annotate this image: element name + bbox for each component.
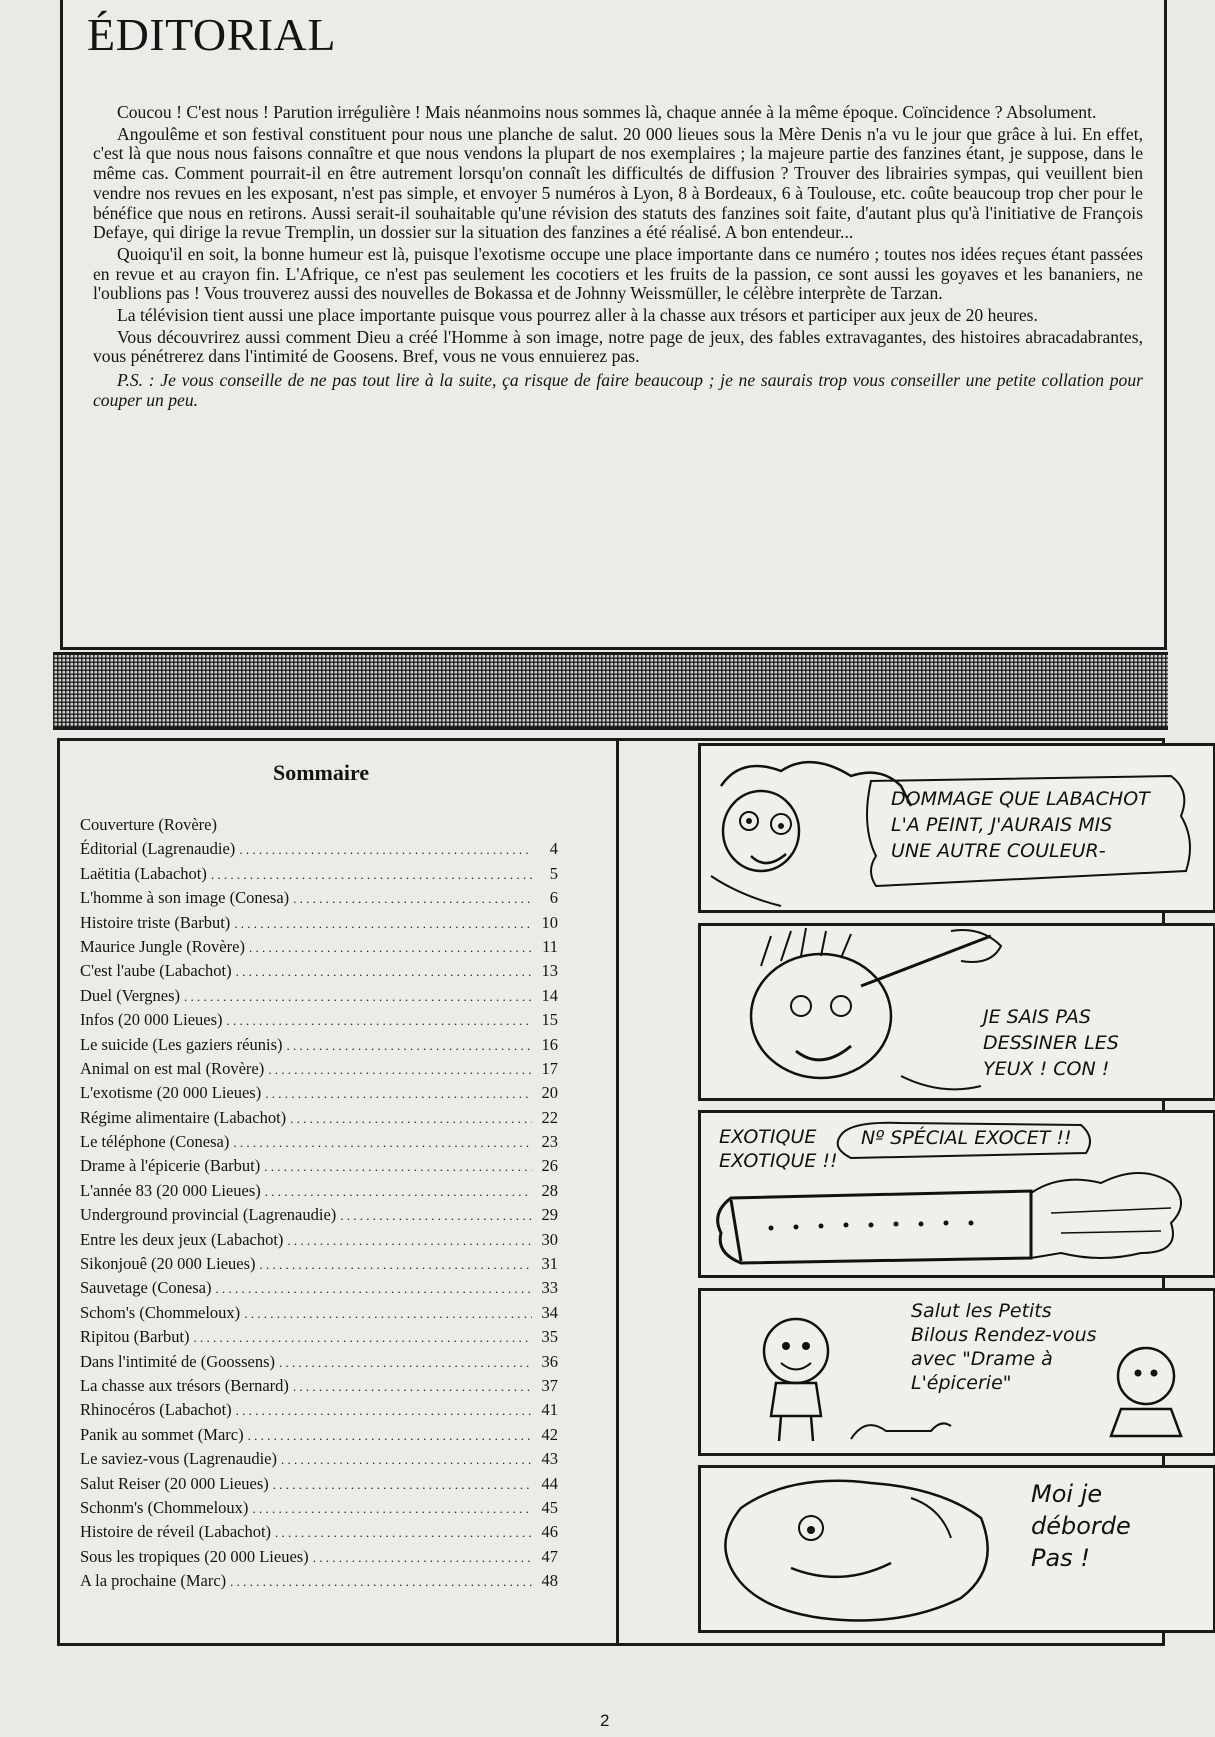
- toc-leader-dots: [236, 964, 532, 980]
- lower-section: [57, 738, 1165, 1646]
- toc-entry: [80, 1254, 558, 1278]
- toc-entry-title: Régime alimentaire (Labachot): [80, 1107, 287, 1127]
- toc-entry: [80, 1035, 558, 1059]
- toc-entry-title: Sikonjouê (20 000 Lieues): [80, 1254, 256, 1274]
- speech-line: Bilous Rendez-vous: [911, 1324, 1097, 1346]
- speech-line: DESSINER LES: [983, 1032, 1119, 1054]
- toc-entry: [80, 839, 558, 863]
- speech-bubble-4: [911, 1299, 1097, 1395]
- toc-entry-title: Animal on est mal (Rovère): [80, 1058, 265, 1078]
- speech-line: avec "Drame à: [911, 1348, 1053, 1370]
- table-of-contents: [80, 815, 558, 1596]
- comic-strips: [640, 743, 1160, 1643]
- toc-entry: [80, 1425, 558, 1449]
- toc-leader-dots: [252, 1501, 532, 1517]
- speech-line: YEUX ! CON !: [983, 1058, 1110, 1080]
- editorial-paragraph: Quoiqu'il en soit, la bonne humeur est là, puisque l'exotisme occupe une place importante dans ce numéro ; toutes nos idées reçues étant passées en revue et au crayon fin. L'Afrique, ce n'est pas seulement les cocotiers et les fruits de la passion, ce sont aussi les goyaves et les bananiers, ne l'oublions pas ! Vous trouverez aussi des nouvelles de Bokassa et de Johnny Weissmüller, le célèbre interprète de Tarzan.: [93, 243, 1143, 304]
- toc-entry: [80, 937, 558, 961]
- toc-leader-dots: [264, 1159, 532, 1175]
- sommaire-title: Sommaire: [273, 760, 370, 785]
- toc-leader-dots: [194, 1330, 532, 1346]
- toc-entry-page: 5: [549, 863, 558, 883]
- toc-entry: [80, 1132, 558, 1156]
- toc-entry-page: 46: [541, 1522, 558, 1542]
- speech-line: JE SAIS PAS: [983, 1006, 1091, 1028]
- toc-entry: [80, 1376, 558, 1400]
- toc-entry-title: Maurice Jungle (Rovère): [80, 936, 245, 956]
- toc-entry-title: Rhinocéros (Labachot): [80, 1400, 232, 1420]
- toc-entry-title: Le suicide (Les gaziers réunis): [80, 1034, 283, 1054]
- speech-line: Nº SPÉCIAL EXOCET !!: [861, 1127, 1072, 1149]
- comic-panel-4: [698, 1288, 1215, 1456]
- toc-entry-page: 34: [541, 1302, 558, 1322]
- toc-entry-title: Dans l'intimité de (Goossens): [80, 1351, 275, 1371]
- toc-entry-title: Schonm's (Chommeloux): [80, 1497, 249, 1517]
- toc-entry: [80, 1083, 558, 1107]
- toc-entry-page: 15: [541, 1010, 558, 1030]
- toc-entry-page: 6: [549, 888, 558, 908]
- column-divider: [616, 741, 619, 1643]
- speech-bubble-3a: [719, 1125, 838, 1173]
- speech-line: Pas !: [1031, 1544, 1090, 1572]
- toc-leader-dots: [216, 1281, 533, 1297]
- toc-entry-page: 41: [541, 1400, 558, 1420]
- toc-leader-dots: [265, 1086, 532, 1102]
- toc-entry: [80, 1400, 558, 1424]
- toc-entry: [80, 986, 558, 1010]
- toc-entry: [80, 1352, 558, 1376]
- toc-entry-page: 30: [541, 1229, 558, 1249]
- toc-entry-page: 11: [542, 936, 558, 956]
- toc-entry-page: 17: [541, 1058, 558, 1078]
- toc-entry-page: 48: [541, 1571, 558, 1591]
- toc-entry-page: 37: [541, 1375, 558, 1395]
- toc-entry-title: Laëtitia (Labachot): [80, 863, 207, 883]
- toc-entry-title: Sauvetage (Conesa): [80, 1278, 212, 1298]
- toc-entry-title: La chasse aux trésors (Bernard): [80, 1375, 289, 1395]
- speech-bubble-5: [1031, 1478, 1131, 1574]
- editorial-postscript: P.S. : Je vous conseille de ne pas tout lire à la suite, ça risque de faire beaucoup ; je ne saurais trop vous conseiller une petite collation pour couper un peu.: [93, 370, 1143, 410]
- speech-bubble-2: [983, 1004, 1119, 1082]
- toc-entry-page: 13: [541, 961, 558, 981]
- editorial-paragraph: Vous découvrirez aussi comment Dieu a créé l'Homme à son image, notre page de jeux, des fables extravagantes, des histoires abracadabrantes, vous pénétrerez dans l'intimité de Goosens. Bref, vous ne vous ennuierez pas.: [93, 326, 1143, 367]
- toc-entry-page: 22: [541, 1107, 558, 1127]
- toc-leader-dots: [275, 1525, 532, 1541]
- speech-line: DOMMAGE QUE LABACHOT: [891, 788, 1150, 810]
- toc-leader-dots: [260, 1257, 532, 1273]
- toc-entry-page: 43: [541, 1449, 558, 1469]
- toc-entry-page: 16: [541, 1034, 558, 1054]
- toc-leader-dots: [236, 1403, 532, 1419]
- editorial-title: ÉDITORIAL: [87, 9, 336, 60]
- toc-entry-page: 44: [541, 1473, 558, 1493]
- toc-entry-title: Sous les tropiques (20 000 Lieues): [80, 1546, 309, 1566]
- toc-entry-title: Histoire triste (Barbut): [80, 912, 231, 932]
- toc-leader-dots: [273, 1477, 532, 1493]
- toc-entry: [80, 1059, 558, 1083]
- toc-entry-title: Schom's (Chommeloux): [80, 1302, 241, 1322]
- toc-entry: [80, 1230, 558, 1254]
- toc-entry-title: A la prochaine (Marc): [80, 1571, 227, 1591]
- toc-entry-title: Histoire de réveil (Labachot): [80, 1522, 272, 1542]
- toc-leader-dots: [230, 1574, 532, 1590]
- toc-leader-dots: [290, 1111, 532, 1127]
- speech-line: EXOTIQUE: [719, 1126, 817, 1148]
- toc-leader-dots: [268, 1062, 532, 1078]
- toc-entry-title: Panik au sommet (Marc): [80, 1424, 244, 1444]
- toc-entry-page: 31: [541, 1254, 558, 1274]
- comic-panel-3: [698, 1110, 1215, 1278]
- toc-entry-page: 33: [541, 1278, 558, 1298]
- editorial-paragraph: Angoulême et son festival constituent pour nous une planche de salut. 20 000 lieues sous la Mère Denis n'a vu le jour que grâce à lui. En effet, c'est là que nous nous faisons connaître et que nous vendons la plupart de nos exemplaires ; la majeure partie des fanzines étant, je suppose, dans le même cas. Comment pourrait-il en être autrement lorsqu'on connaît les difficultés de diffusion ? Trouver des librairies sympas, qui veuillent bien vendre nos revues en les exposant, n'est pas simple, et envoyer 5 numéros à Lyon, 8 à Bordeaux, 6 à Toulouse, etc. coûte beaucoup trop cher pour le bénéfice que nous en retirons. Aussi serait-il souhaitable qu'une révision des statuts des fanzines soit faite, d'autant plus qu'à l'initiative de François Defaye, qui dirige la revue Tremplin, un dossier sur la situation des fanzines a été réalisé. A bon entendeur...: [93, 123, 1143, 243]
- speech-line: déborde: [1031, 1512, 1131, 1540]
- toc-leader-dots: [244, 1306, 532, 1322]
- toc-entry-title: Couverture (Rovère): [80, 815, 217, 834]
- toc-entry-page: 4: [549, 839, 558, 859]
- editorial-body: [93, 103, 1143, 413]
- toc-leader-dots: [293, 891, 532, 907]
- toc-entry-title: Infos (20 000 Lieues): [80, 1010, 223, 1030]
- toc-entry-page: 26: [541, 1156, 558, 1176]
- toc-entry-page: 10: [541, 912, 558, 932]
- editorial-box: [60, 0, 1167, 650]
- comic-drawing-2: [701, 926, 1215, 1101]
- toc-entry: [80, 1303, 558, 1327]
- toc-entry-title: C'est l'aube (Labachot): [80, 961, 232, 981]
- toc-entry-page: 20: [541, 1083, 558, 1103]
- comic-panel-5: [698, 1465, 1215, 1633]
- toc-entry: [80, 1278, 558, 1302]
- toc-entry-page: 23: [541, 1132, 558, 1152]
- toc-leader-dots: [293, 1379, 532, 1395]
- speech-line: L'A PEINT, J'AURAIS MIS: [891, 814, 1113, 836]
- speech-line: L'épicerie": [911, 1372, 1012, 1394]
- toc-entry-title: Ripitou (Barbut): [80, 1327, 190, 1347]
- toc-leader-dots: [248, 1428, 532, 1444]
- toc-entry: [80, 961, 558, 985]
- toc-entry-title: L'année 83 (20 000 Lieues): [80, 1180, 261, 1200]
- toc-leader-dots: [279, 1355, 532, 1371]
- comic-panel-1: [698, 743, 1215, 913]
- editorial-paragraph: Coucou ! C'est nous ! Parution irrégulière ! Mais néanmoins nous sommes là, chaque année à la même époque. Coïncidence ? Absolument.: [117, 102, 1097, 122]
- toc-entry: [80, 1156, 558, 1180]
- toc-entry-page: 35: [541, 1327, 558, 1347]
- toc-entry: [80, 1205, 558, 1229]
- speech-bubble-1: [891, 786, 1150, 864]
- toc-entry-page: 47: [541, 1546, 558, 1566]
- toc-leader-dots: [233, 1135, 532, 1151]
- toc-entry: [80, 864, 558, 888]
- toc-leader-dots: [287, 1233, 532, 1249]
- toc-entry-title: Duel (Vergnes): [80, 985, 181, 1005]
- comic-panel-2: [698, 923, 1215, 1101]
- toc-entry: [80, 1108, 558, 1132]
- toc-entry: [80, 1571, 558, 1595]
- speech-bubble-3b: [861, 1125, 1072, 1151]
- toc-entry: [80, 1547, 558, 1571]
- toc-entry-title: Underground provincial (Lagrenaudie): [80, 1205, 337, 1225]
- toc-leader-dots: [265, 1184, 532, 1200]
- toc-leader-dots: [239, 842, 532, 858]
- toc-entry-title: Entre les deux jeux (Labachot): [80, 1229, 284, 1249]
- toc-entry-title: Le téléphone (Conesa): [80, 1132, 230, 1152]
- toc-entry-title: Salut Reiser (20 000 Lieues): [80, 1473, 269, 1493]
- toc-entry-page: 28: [541, 1180, 558, 1200]
- toc-leader-dots: [281, 1452, 532, 1468]
- editorial-paragraph: La télévision tient aussi une place importante puisque vous pourrez aller à la chasse aux trésors et participer aux jeux de 20 heures.: [117, 305, 1038, 326]
- toc-entry: [80, 1327, 558, 1351]
- comic-drawing-5: [701, 1468, 1215, 1633]
- toc-entry-title: L'exotisme (20 000 Lieues): [80, 1083, 262, 1103]
- toc-entry-page: 45: [541, 1497, 558, 1517]
- speech-line: Salut les Petits: [911, 1300, 1052, 1322]
- toc-entry-page: 36: [541, 1351, 558, 1371]
- toc-entry-title: Drame à l'épicerie (Barbut): [80, 1156, 261, 1176]
- toc-leader-dots: [211, 867, 532, 883]
- toc-entry-title: Éditorial (Lagrenaudie): [80, 839, 236, 859]
- page-number: 2: [600, 1711, 610, 1730]
- toc-entry: [80, 1449, 558, 1473]
- toc-entry: [80, 888, 558, 912]
- toc-leader-dots: [227, 1013, 532, 1029]
- speech-line: Moi je: [1031, 1480, 1103, 1508]
- toc-entry: [80, 1010, 558, 1034]
- toc-entry-title: Le saviez-vous (Lagrenaudie): [80, 1449, 277, 1469]
- toc-entry: [80, 1498, 558, 1522]
- toc-entry: [80, 815, 558, 839]
- toc-leader-dots: [313, 1550, 532, 1566]
- hatched-divider-band: [53, 652, 1168, 730]
- toc-entry: [80, 1181, 558, 1205]
- toc-leader-dots: [249, 940, 532, 956]
- speech-line: UNE AUTRE COULEUR-: [891, 840, 1106, 862]
- toc-leader-dots: [234, 916, 532, 932]
- toc-entry-page: 14: [541, 985, 558, 1005]
- toc-leader-dots: [340, 1208, 532, 1224]
- toc-entry: [80, 1522, 558, 1546]
- speech-line: EXOTIQUE !!: [719, 1150, 838, 1172]
- toc-leader-dots: [184, 989, 532, 1005]
- toc-entry: [80, 1474, 558, 1498]
- toc-entry-page: 42: [541, 1424, 558, 1444]
- toc-entry: [80, 913, 558, 937]
- toc-entry-title: L'homme à son image (Conesa): [80, 888, 290, 908]
- toc-leader-dots: [287, 1038, 533, 1054]
- toc-entry-page: 29: [541, 1205, 558, 1225]
